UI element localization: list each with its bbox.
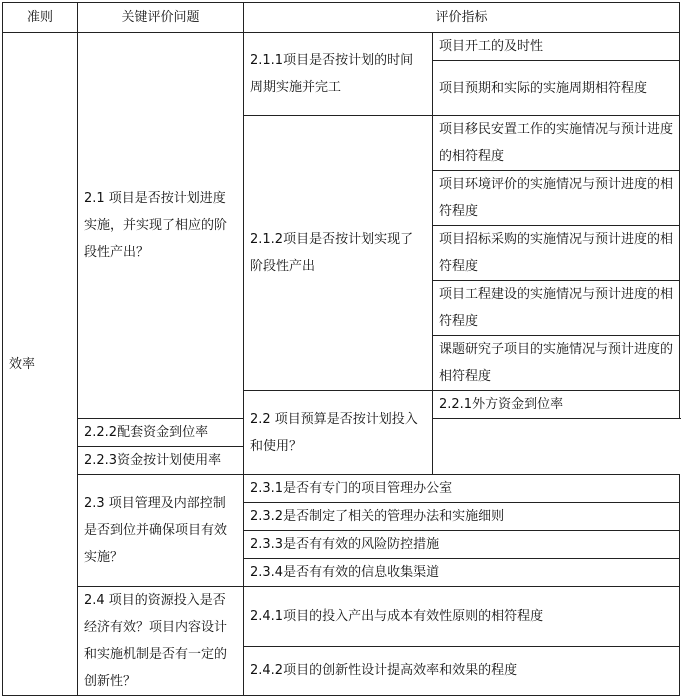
question-2-1: 2.1 项目是否按计划进度实施，并实现了相应的阶段性产出？ [78, 33, 244, 419]
indicator-2-3-2: 2.3.2是否制定了相关的管理办法和实施细则 [244, 503, 680, 531]
indicator-2-3-1: 2.3.1是否有专门的项目管理办公室 [244, 475, 680, 503]
indicator-2-2-1: 2.2.1外方资金到位率 [433, 391, 680, 419]
indicator-2-4-1: 2.4.1项目的投入产出与成本有效性原则的相符程度 [244, 587, 680, 647]
sub-indicator: 项目开工的及时性 [433, 33, 680, 61]
indicator-2-2-3: 2.2.3资金按计划使用率 [78, 447, 433, 475]
sub-indicator: 项目预期和实际的实施周期相符程度 [433, 61, 680, 116]
header-row [3, 3, 680, 33]
sub-indicator: 项目移民安置工作的实施情况与预计进度的相符程度 [433, 116, 680, 171]
indicator-2-4-2: 2.4.2项目的创新性设计提高效率和效果的程度 [244, 646, 680, 695]
sub-indicator: 项目环境评价的实施情况与预计进度的相符程度 [433, 171, 680, 226]
indicator-2-3-4: 2.3.4是否有有效的信息收集渠道 [244, 559, 680, 587]
indicator-2-1-1: 2.1.1项目是否按计划的时间周期实施并完工 [244, 33, 433, 116]
sub-indicator: 项目工程建设的实施情况与预计进度的相符程度 [433, 281, 680, 336]
evaluation-table [2, 2, 680, 696]
header-indicator: 评价指标 [244, 3, 680, 33]
indicator-2-3-3: 2.3.3是否有有效的风险防控措施 [244, 531, 680, 559]
indicator-2-1-2: 2.1.2项目是否按计划实现了阶段性产出 [244, 116, 433, 391]
sub-indicator: 项目招标采购的实施情况与预计进度的相符程度 [433, 226, 680, 281]
question-2-4: 2.4 项目的资源投入是否经济有效？项目内容设计和实施机制是否有一定的创新性？ [78, 587, 244, 696]
sub-indicator: 课题研究子项目的实施情况与预计进度的相符程度 [433, 336, 680, 391]
question-2-2: 2.2 项目预算是否按计划投入和使用？ [244, 391, 433, 475]
header-question: 关键评价问题 [78, 3, 244, 33]
question-2-3: 2.3 项目管理及内部控制是否到位并确保项目有效实施？ [78, 475, 244, 587]
criterion-efficiency: 效率 [3, 33, 78, 696]
indicator-2-2-2: 2.2.2配套资金到位率 [78, 419, 433, 447]
header-criterion: 准则 [3, 3, 78, 33]
